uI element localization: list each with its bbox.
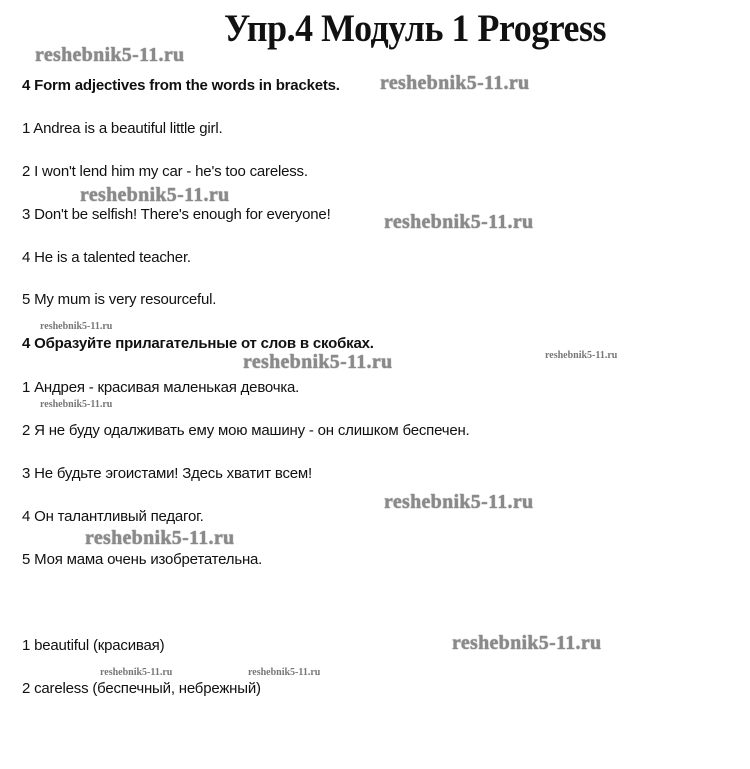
watermark: reshebnik5-11.ru: [80, 184, 230, 206]
watermark: reshebnik5-11.ru: [452, 632, 602, 654]
russian-sentence-5: 5 Моя мама очень изобретательна.: [22, 551, 263, 568]
russian-sentence-1: 1 Андрея - красивая маленькая девочка.: [22, 379, 300, 396]
russian-sentence-2: 2 Я не буду одалживать ему мою машину - он слишком беспечен.: [22, 422, 470, 439]
watermark: reshebnik5-11.ru: [248, 667, 321, 678]
watermark: reshebnik5-11.ru: [243, 351, 393, 373]
watermark: reshebnik5-11.ru: [35, 44, 185, 66]
russian-sentence-3: 3 Не будьте эгоистами! Здесь хватит всем!: [22, 465, 312, 482]
watermark: reshebnik5-11.ru: [40, 321, 113, 332]
exercise-heading-english: 4 Form adjectives from the words in brackets.: [22, 77, 340, 94]
watermark: reshebnik5-11.ru: [40, 399, 113, 410]
russian-sentence-4: 4 Он талантливый педагог.: [22, 508, 204, 525]
watermark: reshebnik5-11.ru: [545, 350, 618, 361]
vocabulary-item-1: 1 beautiful (красивая): [22, 637, 165, 654]
watermark: reshebnik5-11.ru: [100, 667, 173, 678]
english-sentence-4: 4 He is a talented teacher.: [22, 249, 191, 266]
exercise-heading-russian: 4 Образуйте прилагательные от слов в скобках.: [22, 335, 374, 352]
english-sentence-1: 1 Andrea is a beautiful little girl.: [22, 120, 223, 137]
watermark: reshebnik5-11.ru: [380, 72, 530, 94]
watermark: reshebnik5-11.ru: [384, 491, 534, 513]
english-sentence-3: 3 Don't be selfish! There's enough for everyone!: [22, 206, 331, 223]
page-title: Упр.4 Модуль 1 Progress: [223, 7, 607, 50]
vocabulary-item-2: 2 careless (беспечный, небрежный): [22, 680, 261, 697]
watermark: reshebnik5-11.ru: [85, 527, 235, 549]
english-sentence-2: 2 I won't lend him my car - he's too careless.: [22, 163, 308, 180]
english-sentence-5: 5 My mum is very resourceful.: [22, 291, 217, 308]
watermark: reshebnik5-11.ru: [384, 211, 534, 233]
